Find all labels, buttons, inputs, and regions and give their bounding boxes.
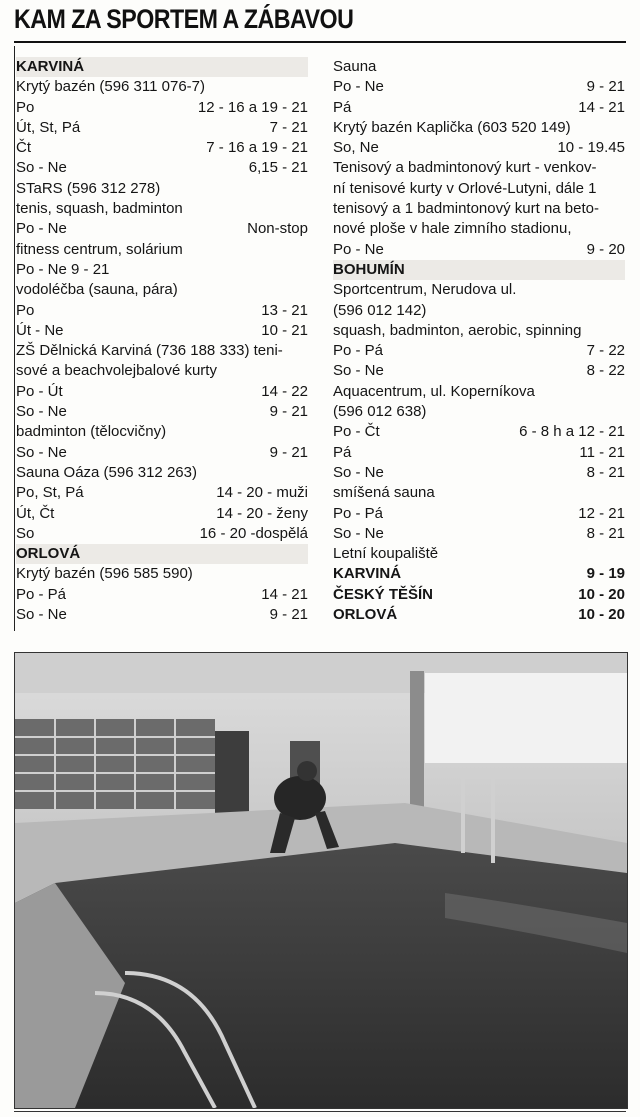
left-column-row [16, 57, 308, 77]
right-column-row [333, 504, 625, 524]
right-column-row-value: 6 - 8 h a 12 - 21 [519, 423, 625, 441]
bottom-rule [14, 1111, 626, 1112]
right-column-row [333, 463, 625, 483]
right-column-row-label: Sportcentrum, Nerudova ul. [333, 281, 517, 299]
right-column-row-value: 9 - 21 [586, 78, 625, 96]
right-column-row-value: 12 - 21 [578, 504, 625, 522]
right-column-row [333, 199, 625, 219]
left-column-row-label: Po [16, 98, 35, 116]
right-column-row-value: 11 - 21 [579, 443, 625, 461]
left-column-row [16, 605, 308, 625]
left-column-row-label: So - Ne [16, 403, 67, 421]
left-column-row [16, 564, 308, 584]
left-column-row-label: badminton (tělocvičny) [16, 423, 167, 441]
right-column-row-label: Po - Ne [333, 78, 384, 96]
left-column-row-value: 6,15 - 21 [248, 159, 308, 177]
right-column-row [333, 483, 625, 503]
right-column-row-value: 9 - 19 [586, 565, 625, 583]
right-column-row-value: 10 - 20 [578, 606, 625, 624]
right-column-row-label: smíšená sauna [333, 484, 435, 502]
right-column-row [333, 382, 625, 402]
right-column-row-value: 7 - 22 [586, 342, 625, 360]
left-column-row-label: Út, Čt [16, 504, 55, 522]
left-column-row-value: 13 - 21 [261, 301, 308, 319]
left-column-row-label: Po - Ne [16, 220, 67, 238]
right-column-row [333, 321, 625, 341]
left-column-row [16, 118, 308, 138]
right-column-row-label: Aquacentrum, ul. Koperníkova [333, 382, 535, 400]
left-column-row [16, 280, 308, 300]
left-column-row-value: 9 - 21 [269, 443, 308, 461]
left-column-row-label: ORLOVÁ [16, 545, 81, 563]
right-column-row-value: 8 - 22 [586, 362, 625, 380]
left-column-row-value: 9 - 21 [269, 403, 308, 421]
left-column-row-label: Sauna Oáza (596 312 263) [16, 463, 197, 481]
left-column-row-value: 7 - 21 [269, 118, 308, 136]
left-column-row [16, 219, 308, 239]
right-column-row-label: squash, badminton, aerobic, spinning [333, 321, 582, 339]
left-column-row-value: 12 - 16 a 19 - 21 [197, 98, 308, 116]
right-column-row [333, 77, 625, 97]
left-column-row [16, 179, 308, 199]
left-column-row-label: Krytý bazén (596 585 590) [16, 565, 193, 583]
left-column [16, 57, 308, 625]
pool-photo-illustration [15, 653, 627, 1108]
left-column-row [16, 158, 308, 178]
left-column-row-label: fitness centrum, solárium [16, 240, 183, 258]
left-column-row-label: Čt [16, 139, 31, 157]
left-column-row-label: sové a beachvolejbalové kurty [16, 362, 217, 380]
right-column-row-label: Krytý bazén Kaplička (603 520 149) [333, 118, 571, 136]
left-column-row-label: Po - Út [16, 382, 63, 400]
left-column-row [16, 585, 308, 605]
page-title: KAM ZA SPORTEM A ZÁBAVOU [14, 4, 354, 34]
right-column-row-value: 10 - 19.45 [557, 139, 625, 157]
right-column-row [333, 422, 625, 442]
right-column-row [333, 138, 625, 158]
left-column-row [16, 524, 308, 544]
right-column-row-label: Pá [333, 443, 352, 461]
left-column-row [16, 301, 308, 321]
left-column-row-value: 10 - 21 [261, 321, 308, 339]
left-column-row [16, 199, 308, 219]
left-column-row-value: 7 - 16 a 19 - 21 [206, 139, 308, 157]
right-column-row-value: 10 - 20 [578, 585, 625, 603]
right-column-row-label: Po - Ne [333, 240, 384, 258]
left-column-row-value: 14 - 22 [261, 382, 308, 400]
right-column-row-label: So - Ne [333, 463, 384, 481]
left-column-row-label: So - Ne [16, 443, 67, 461]
right-column-row [333, 544, 625, 564]
right-column-row-label: Letní koupaliště [333, 545, 439, 563]
left-column-row [16, 361, 308, 381]
right-column-row-label: So - Ne [333, 362, 384, 380]
right-column-row-label: nové ploše v hale zimního stadionu, [333, 220, 572, 238]
right-column-row-value: 9 - 20 [586, 240, 625, 258]
right-column-row [333, 240, 625, 260]
right-column-row-value: 14 - 21 [578, 98, 625, 116]
left-column-row-value: 14 - 21 [261, 585, 308, 603]
right-column-row-label: Po - Pá [333, 504, 384, 522]
right-column-row [333, 402, 625, 422]
left-column-row-label: So - Ne [16, 159, 67, 177]
left-column-row-label: Krytý bazén (596 311 076-7) [16, 78, 206, 96]
left-column-row [16, 77, 308, 97]
left-column-row [16, 240, 308, 260]
right-column-row-label: Tenisový a badmintonový kurt - venkov- [333, 159, 597, 177]
left-column-row [16, 260, 308, 280]
left-column-row-label: So - Ne [16, 606, 67, 624]
right-column-row-label: tenisový a 1 badmintonový kurt na beto- [333, 200, 599, 218]
left-column-row-label: ZŠ Dělnická Karviná (736 188 333) teni- [16, 342, 283, 360]
right-column-row [333, 57, 625, 77]
left-column-row-label: Út - Ne [16, 321, 64, 339]
right-column-row [333, 524, 625, 544]
right-column-row-label: BOHUMÍN [333, 260, 405, 278]
right-column-row [333, 260, 625, 280]
right-column-row [333, 585, 625, 605]
left-column-row [16, 321, 308, 341]
left-column-row [16, 463, 308, 483]
right-column-row-label: So - Ne [333, 524, 384, 542]
left-column-row [16, 504, 308, 524]
right-column-row-label: ní tenisové kurty v Orlové-Lutyni, dále 1 [333, 179, 597, 197]
right-column-row [333, 98, 625, 118]
left-column-row-label: KARVINÁ [16, 58, 85, 75]
right-column-row-value: 8 - 21 [586, 524, 625, 542]
right-column-row [333, 564, 625, 584]
left-column-row-label: tenis, squash, badminton [16, 200, 183, 218]
right-column-row-label: (596 012 638) [333, 403, 427, 421]
right-column-row-label: Po - Pá [333, 342, 384, 360]
left-column-row [16, 98, 308, 118]
left-column-row-label: Po - Ne 9 - 21 [16, 260, 110, 278]
left-column-row-label: Po, St, Pá [16, 484, 84, 502]
column-rule [14, 46, 15, 631]
right-column-row [333, 118, 625, 138]
title-rule [14, 41, 626, 43]
left-column-row [16, 443, 308, 463]
right-column-row-label: Pá [333, 98, 352, 116]
left-column-row-label: Út, St, Pá [16, 118, 81, 136]
left-column-row [16, 483, 308, 503]
left-column-row-label: Po - Pá [16, 585, 67, 603]
right-column-row-label: ČESKÝ TĚŠÍN [333, 585, 434, 603]
left-column-row [16, 544, 308, 564]
right-column-row-value: 8 - 21 [586, 463, 625, 481]
right-column-row-label: (596 012 142) [333, 301, 427, 319]
right-column-row-label: Sauna [333, 58, 377, 75]
right-column-row [333, 443, 625, 463]
right-column-row-label: Po - Čt [333, 423, 380, 441]
left-column-row-value: 14 - 20 - ženy [216, 504, 308, 522]
right-column-row-label: KARVINÁ [333, 565, 402, 583]
left-column-row [16, 422, 308, 442]
left-column-row-value: Non-stop [247, 220, 308, 238]
right-column-row [333, 361, 625, 381]
right-column-row [333, 341, 625, 361]
right-column-row [333, 280, 625, 300]
indoor-pool-photo [14, 652, 628, 1109]
left-column-row [16, 382, 308, 402]
left-column-row-value: 16 - 20 -dospělá [199, 524, 308, 542]
left-column-row [16, 341, 308, 361]
left-column-row [16, 402, 308, 422]
right-column-row [333, 301, 625, 321]
left-column-row-label: Po [16, 301, 35, 319]
left-column-row-label: So [16, 524, 35, 542]
right-column [333, 57, 625, 625]
right-column-row [333, 605, 625, 625]
left-column-row [16, 138, 308, 158]
right-column-row-label: ORLOVÁ [333, 606, 398, 624]
left-column-row-value: 14 - 20 - muži [216, 484, 308, 502]
right-column-row [333, 179, 625, 199]
left-column-row-value: 9 - 21 [269, 606, 308, 624]
left-column-row-label: vodoléčba (sauna, pára) [16, 281, 178, 299]
left-column-row-label: STaRS (596 312 278) [16, 179, 161, 197]
right-column-row [333, 219, 625, 239]
right-column-row-label: So, Ne [333, 139, 379, 157]
right-column-row [333, 158, 625, 178]
